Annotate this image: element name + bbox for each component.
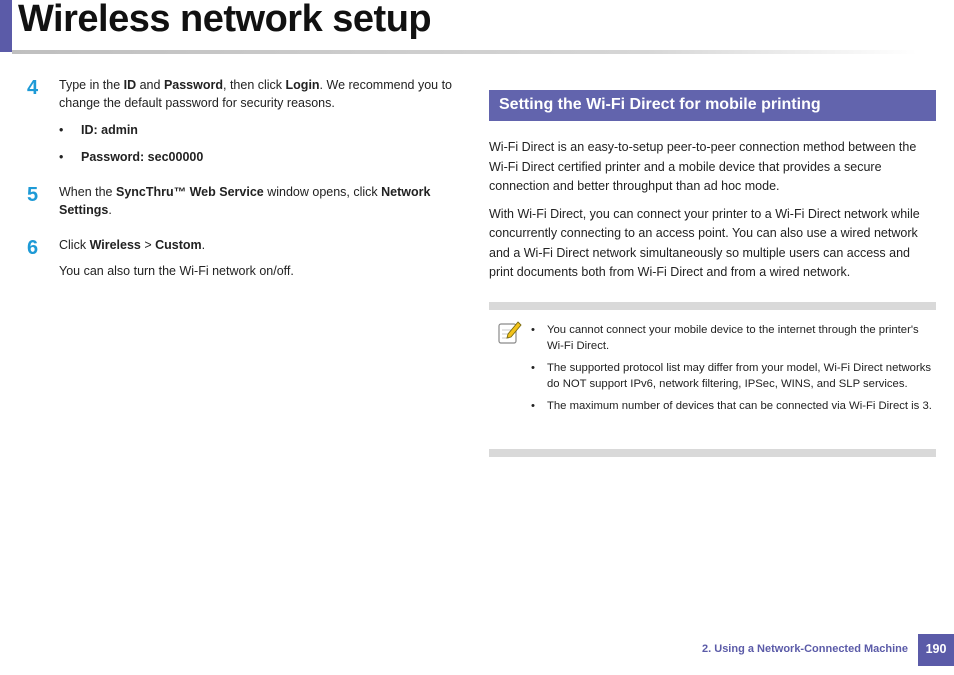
note-item: • The supported protocol list may differ from your model, Wi-Fi Direct networks do NOT support IPv6, network filtering, IPSec, WINS, and SLP services. xyxy=(531,360,935,392)
page-number: 190 xyxy=(918,634,954,666)
note-item: • You cannot connect your mobile device to the internet through the printer's Wi-Fi Direct. xyxy=(531,322,935,354)
note-list xyxy=(531,322,935,420)
step-text xyxy=(59,76,470,112)
text-run: and xyxy=(136,78,164,92)
title-accent-bar xyxy=(0,0,12,52)
list-item: • Password: sec00000 xyxy=(59,148,470,166)
step-text xyxy=(59,183,470,219)
text-bold: ID xyxy=(123,78,137,92)
title-divider xyxy=(12,50,917,54)
step-6 xyxy=(0,236,470,280)
step-number: 6 xyxy=(27,237,39,259)
step-5 xyxy=(0,183,470,219)
text-bold: Custom xyxy=(155,238,202,252)
steps-column xyxy=(0,76,470,280)
text-bold: Login xyxy=(285,78,320,92)
text-run: > xyxy=(140,238,156,252)
list-item: • ID: admin xyxy=(59,121,470,139)
text-run: When the xyxy=(59,185,116,199)
step-number: 4 xyxy=(27,77,39,99)
text-run: . xyxy=(108,203,112,217)
text-bold: Network Settings xyxy=(59,185,431,217)
text-run: Type in the xyxy=(59,78,124,92)
section-paragraph: Wi-Fi Direct is an easy-to-setup peer-to-peer connection method between the Wi-Fi Direct certified printer and a mobile device that provides a secure connection and better throughput than ad hoc mode. xyxy=(489,140,917,193)
section-heading: Setting the Wi-Fi Direct for mobile printing xyxy=(489,90,936,121)
text-run: window opens, click xyxy=(263,185,382,199)
page-title: Wireless network setup xyxy=(18,0,432,40)
text-run: . xyxy=(201,238,206,252)
text-bold: Wireless xyxy=(89,238,141,252)
text-run: , then click xyxy=(223,78,286,92)
credentials-list xyxy=(59,121,470,166)
footer-chapter: 2. Using a Network-Connected Machine xyxy=(702,643,908,655)
step-4 xyxy=(0,76,470,166)
step-text xyxy=(59,236,470,254)
text-run: Click xyxy=(59,238,90,252)
note-pencil-icon xyxy=(497,320,523,346)
note-box xyxy=(489,302,936,457)
step-extra-text: You can also turn the Wi-Fi network on/off. xyxy=(59,264,294,278)
text-run: . We recommend you to change the default password for security reasons. xyxy=(59,78,453,110)
wifi-direct-section xyxy=(489,90,936,283)
section-paragraph: With Wi-Fi Direct, you can connect your printer to a Wi-Fi Direct network while concurrently connecting to an access point. You can also use a wired network and a Wi-Fi Direct network simultaneously so multiple users can access and print documents both from Wi-Fi Direct and from a wired network. xyxy=(489,206,920,279)
text-bold: Password xyxy=(163,78,223,92)
step-number: 5 xyxy=(27,184,39,206)
text-bold: SyncThru™ Web Service xyxy=(115,185,264,199)
note-item: • The maximum number of devices that can be connected via Wi-Fi Direct is 3. xyxy=(531,398,935,414)
